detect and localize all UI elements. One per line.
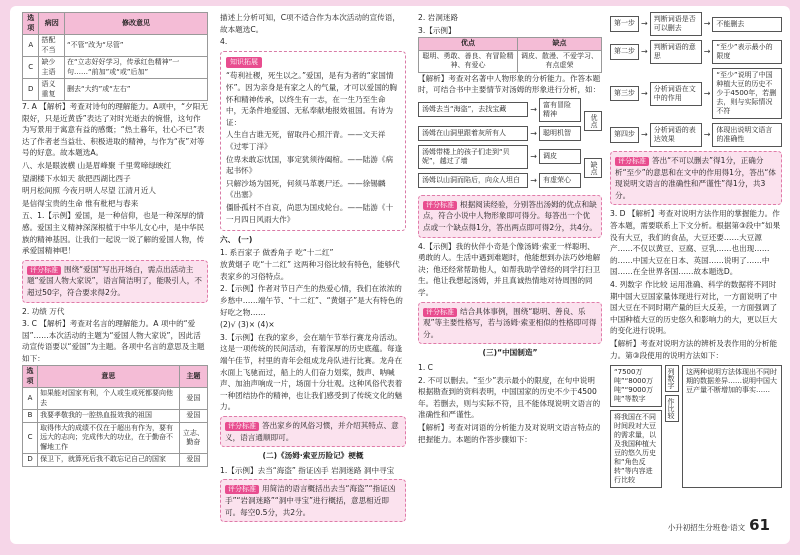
answer-q7: 7. A 【解析】考查对诗句的理解能力。A项中，“夕阳无限好，只是近黄昏”表达了对时光逝去的惋惜，这句作为写景用于寓意有益的感慨；“热土暮年，壮心不已”表达了作者老当益壮、积极进取的精神，与作为“夜”对等号的好意。故本题选A。 xyxy=(22,102,208,158)
table-row: 聪明、勇敢、善良、有冒险精神、有爱心 调皮、散漫、不爱学习、有点虚荣 xyxy=(419,50,602,72)
answer-2: 2. 功绩 万代 xyxy=(22,306,65,316)
scoring-box: 评分标准 根据阅读经验，分别答出汤姆的优点和缺点，符合小说中人物形象即可得分。每答出一个优点或一个缺点得1分，答出两点即可得2分，共4分。 xyxy=(418,195,602,238)
scoring-label: 评分标准 xyxy=(27,266,61,275)
table-row: A 搭配不当 “不管”改为“尽管” xyxy=(23,35,208,57)
table-row: D 保卫下，就算死后我不敢忘记自己的国家 爱国 xyxy=(23,454,208,467)
table-row: C 取得伟大的成绩不仅在于超出有作为，要有远大的志向；完成伟大的功业，在于勤奋不懈地工作 立志、勤奋 xyxy=(23,422,208,454)
knowledge-title: 知识拓展 xyxy=(226,57,262,69)
answer-3: 3. C 【解析】考查对名言的理解能力。A 项中的“爱国”……本次活动的主题为“爱国人物大家说”，因此活动宣传语要以“爱国”为主题。各项中名言的意思及主题如下： xyxy=(22,319,205,363)
table-header: 修改意见 xyxy=(64,13,207,35)
page-footer: 小升初招生分班卷·语文 61 xyxy=(667,516,770,534)
table-header: 病因 xyxy=(39,13,64,35)
scoring-box: 评分标准 答出“不可以删去”得1分，正确分析“至少”的意思和在文中的作用得1分，答出“体现说明文语言的准确性和严谨性”得1分，共3分。 xyxy=(610,151,782,205)
table-row: D 语义重复 删去“大约”或“左右” xyxy=(23,79,208,101)
table-header: 选项 xyxy=(23,13,39,35)
section-2-heading: (二)《汤姆·索亚历险记》梗概 xyxy=(262,451,364,461)
label-bad: 缺点 xyxy=(584,158,602,178)
poem-answers: 八、水是眼波横 山是眉峰聚 千里莺啼绿映红 望湖楼下水如天 欲把西湖比西子 明月松间照 今夜月明人尽望 江清月近人 是信得宝贵的生命 惟有枇杷与春来 xyxy=(22,160,172,208)
section-6-heading: 六、 (一) xyxy=(220,235,253,245)
answer-table-2: 选项 意思 主题 A 如果能对国家有利，个人或生或死都要向他去 爱国 B 我要孝敬我的一腔热血报效我的祖国 爱国 C 取得伟大的成绩不仅在于超出有作为，要有远大的志向；完成伟大的功业，在于勤奋不懈地工作 立志、勤奋 D 保卫下，就算死后我不敢忘记自己的国家 爱国 xyxy=(22,365,208,467)
column-3: 2. 岩洞迷路 3.【示例】 优点 缺点 聪明、勇敢、善良、有冒险精神、有爱心 调皮、散漫、不爱学习、有点虚荣 【解析】考查对名著中人物形象的分析能力。作答本题时，可结合书中主要情节对汤姆的形象进行分析，如： 汤姆去当“海盗”，去找宝藏 → 富有冒险精神 汤姆在山洞里跟着灰所有人 → 聪明机智 汤姆带楼上的孩子们走到“贝妮”，越过了墙 → 调皮 汤姆以山洞而陷后，向众人坦白 → 有虚荣心 优点 缺点 评分标准 根据阅读经验，分别答出汤姆的优点和缺点，符合小说中人物形象即可得分。每答出一个优点或一个缺点得1分，答出两点即可得2分，共4分。 4.【示例】我的伙伴小奇是个像汤姆·索亚一样聪明、勇敢的人。生活中遇到难题时，他能想到办法巧妙地解决；他还经常帮助他人，如帮我助学曾经的同学打扫卫生。他让我想起汤姆，并且真诚热情地对待周围的同学。 评分标准 结合具体事例，围绕“聪明、善良、乐观”等主要性格写，若与汤姆·索亚相似的性格即可得分。 (三)“中国制造” 1. C 2. 不可以删去。“至少”表示最小的限度，在句中说明根据勘查到的资料表明，中国国家的历史不少于4500年。若删去，则与实际不符，且不能体现说明文语言的准确性和严谨性。 【解析】考查对词语的分析能力及对说明文语言特点的把握能力。本题的作答步骤如下： xyxy=(418,13,601,444)
scoring-box: 评分标准 用简洁的语言概括出去当“海盗”“指证凶手”“岩洞迷路”“洞中寻宝”进行概括，意思相近即可。每空0.5分，共2分。 xyxy=(220,479,406,522)
column-4: 第一步 → 判断词语是否可以删去 → 不能删去 第二步 → 判断词语的意思 → “至少”表示最小的限度 第三步 → 分析词语在文中的作用 → “至少”说明了中国种植大豆的历史不少于4500年，若删去，则与实际情况不符 第四步 → 分析词语的表达效果 → 体现出说明文语言的准确性 评分标准 答出“不可以删去”得1分，正确分析“至少”的意思和在文中的作用得1分，答出“体现说明文语言的准确性和严谨性”得1分，共3分。 3. D 【解析】考查对说明方法作用的掌握能力。作答本题，需要联系上下文分析。根据第③段中“如果没有大豆，我们的食品，大豆还要……大豆源产……不仅以黄豆、豆腐、豆乳……也出现……的……中国大豆在日本、英国……说明了……中国……在全世界各国……故本题选D。 4. 列数字 作比较 运用准确、科学的数据将不同时期中国大豆国家量体现进行对比，一方面说明了中国大豆在不同时期产量的巨大反差，一方面强调了中国种植大豆的历史悠久和影响力的大，更以巨大的变化进行说明。 【解析】考查对说明方法的辨析及表作用的分析能力。第③段使用的说明方法如下： “7500万吨”“8000万吨”“9000万吨”等数字 将我国在不同时间段对大豆的需求量，以及我国种植大豆的悠久历史和“角色反转”等内容进行比较 列数字 作比较 这两种说明方法体现出不同时期的数据差异……说明中国大豆产量不断增加的事实…… xyxy=(610,12,782,488)
knowledge-extension-box: 知识拓展 “苟利社稷，死生以之。”爱国，是有为者的“家国情怀”。因为亲身是有家之人的气量，才可以爱国的胸怀和精神传承，以终生有一志，在一生乃至生命中，无条件地爱国、无私奉献地报效祖国。有诗为证： 人生自古谁无死，留取丹心照汗青。——文天祥《过零丁洋》 位卑未敢忘忧国，事定犹须待阖棺。——陆游《病起书怀》 只解沙场为国死，何须马革裹尸还。——徐锡麟《出塞》 僵卧孤村不自哀，尚思为国戍轮台。——陆游《十一月四日风雨大作》 xyxy=(220,51,406,231)
scoring-box: 评分标准 围绕“爱国”写出开场白，需点出活动主题“爱国人物大家说”，语言简洁明了，能吸引人，不超过50字，符合要求得2分。 xyxy=(22,260,208,303)
table-row: B 我要孝敬我的一腔热血报效我的祖国 爱国 xyxy=(23,410,208,423)
traits-table: 优点 缺点 聪明、勇敢、善良、有冒险精神、有爱心 调皮、散漫、不爱学习、有点虚荣 xyxy=(418,37,602,73)
event-trait-chain: 汤姆去当“海盗”，去找宝藏 → 富有冒险精神 汤姆在山洞里跟着灰所有人 → 聪明机智 汤姆带楼上的孩子们走到“贝妮”，越过了墙 → 调皮 汤姆以山洞而陷后，向众人坦白 → 有虚荣心 优点 缺点 xyxy=(418,98,602,192)
answer-5-1: 五、1.【示例】爱国，是一种信仰，也是一种深厚的情感。爱国主义精神深深根植于中华儿女心中，是中华民族的精神基因。让我们一起说一说了解的爱国人物，传承爱国精神吧！ xyxy=(22,211,205,256)
table-row: C 缺少主语 在“立志好好学习，传承红色精神”一句……“前加”或“或”后加” xyxy=(23,57,208,79)
scoring-box: 评分标准 答出家乡的风俗习惯，并介绍其特点、意义，语言通顺即可。 xyxy=(220,416,406,447)
answer-table-1 xyxy=(22,12,208,101)
steps-diagram: 第一步 → 判断词语是否可以删去 → 不能删去 第二步 → 判断词语的意思 → “至少”表示最小的限度 第三步 → 分析词语在文中的作用 → “至少”说明了中国种植大豆的历史不少于4500年，若删去，则与实际情况不符 第四步 → 分析词语的表达效果 → 体现出说明文语言的准确性 xyxy=(610,12,782,147)
column-1 xyxy=(22,12,208,467)
page-number: 61 xyxy=(749,516,770,534)
section-3-heading: (三)“中国制造” xyxy=(482,348,538,358)
table-row: A 如果能对国家有利，个人或生或死都要向他去 爱国 xyxy=(23,388,208,410)
column-2: 描述上分析可知，C项不适合作为本次活动的宣传语，故本题选C。 4. 知识拓展 “苟利社稷，死生以之。”爱国，是有为者的“家国情怀”。因为亲身是有家之人的气量，才可以爱国的胸怀和精神传承，以终生有一志，在一生乃至生命中，无条件地爱国、无私奉献地报效祖国。有诗为证： 人生自古谁无死，留取丹心照汗青。——文天祥《过零丁洋》 位卑未敢忘忧国，事定犹须待阖棺。——陆游《病起书怀》 只解沙场为国死，何须马革裹尸还。——徐锡麟《出塞》 僵卧孤村不自哀，尚思为国戍轮台。——陆游《十一月四日风雨大作》 六、 (一) 1. 系百家子 做香角子 吃“十二红” 放黄烟子 吃“十二红” 这两种习俗比较有特色，能够代表家乡的习俗特点。 2.【示例】作者对节日产生的热爱心情，我们在浓浓的乡愁中……端午节、“十二红”、“黄烟子”是大有特色的好吃之物…… (2)√ (3)× (4)× 3.【示例】在我的家乡，会在端午节举行赛龙舟活动。这是一项传统的民间活动，有着深厚的历史底蕴。每逢端午佳节，村里的青年会组成龙舟队进行比赛。龙舟在水面上飞驰而过，船上的人们奋力划桨，鼓声、呐喊声、加油声响成一片，场面十分壮观。这种风俗代表着一种团结协作的精神，也让我们感受到了传统文化的魅力。 评分标准 答出家乡的风俗习惯，并介绍其特点、意义，语言通顺即可。 (二)《汤姆·索亚历险记》梗概 1.【示例】去当“海盗” 指证凶手 岩洞迷路 洞中寻宝 评分标准 用简洁的语言概括出去当“海盗”“指证凶手”“岩洞迷路”“洞中寻宝”进行概括，意思相近即可。每空0.5分，共2分。 xyxy=(220,12,406,525)
label-good: 优点 xyxy=(584,111,602,131)
method-comparison: “7500万吨”“8000万吨”“9000万吨”等数字 将我国在不同时间段对大豆的需求量，以及我国种植大豆的悠久历史和“角色反转”等内容进行比较 列数字 作比较 这两种说明方法体现出不同时期的数据差异……说明中国大豆产量不断增加的事实…… xyxy=(610,365,782,488)
page xyxy=(10,6,790,544)
scoring-box: 评分标准 结合具体事例，围绕“聪明、善良、乐观”等主要性格写，若与汤姆·索亚相似的性格即可得分。 xyxy=(418,302,602,345)
